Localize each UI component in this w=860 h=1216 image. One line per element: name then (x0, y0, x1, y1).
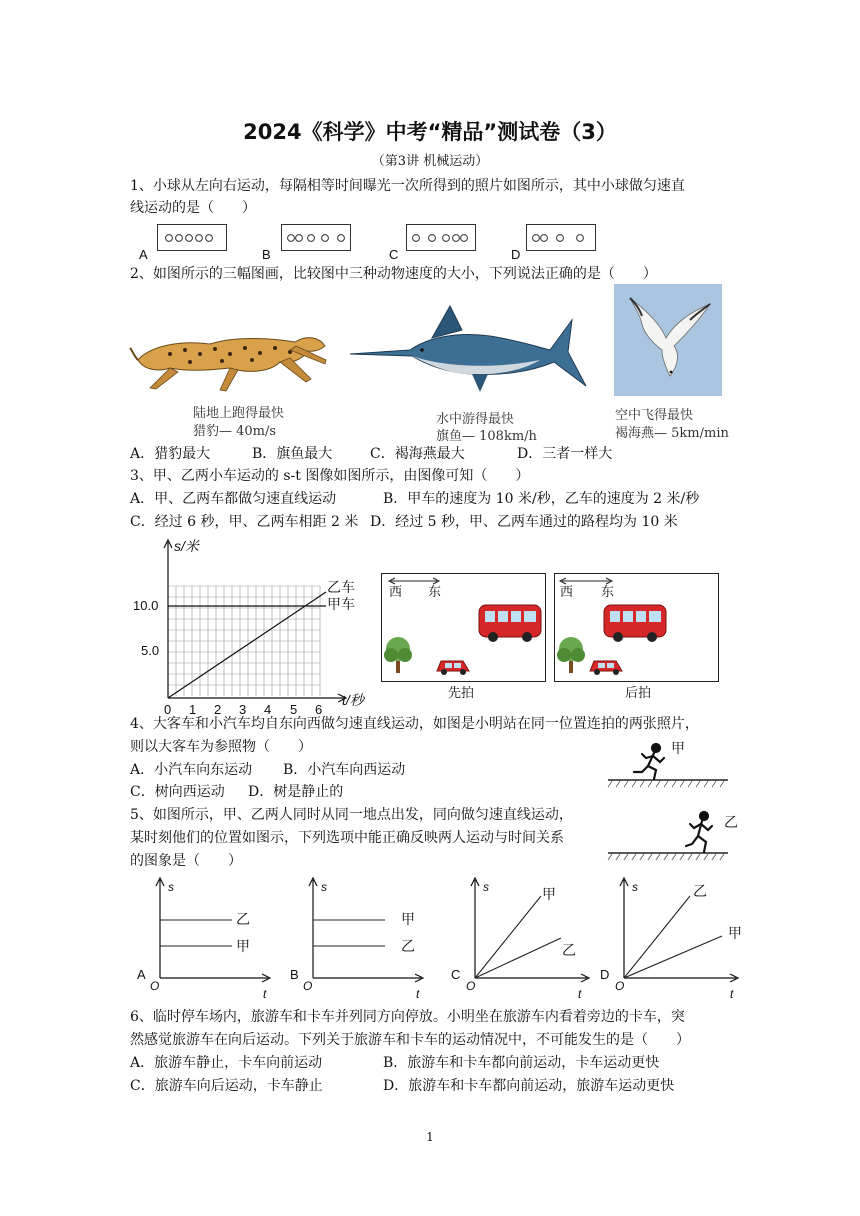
q5-graph-d-s: s (632, 880, 638, 894)
photo2-west-label: 西 (560, 585, 574, 600)
st-y-axis-label: s/米 (174, 538, 199, 554)
q5-graph-a-t: t (263, 987, 267, 1001)
q5-graph-a-letter: A (137, 967, 146, 982)
runners-figure (606, 738, 730, 860)
q3-option-d: D．经过 5 秒，甲、乙两车通过的路程均为 10 米 (370, 514, 678, 530)
photo1-east-label: 东 (428, 585, 442, 600)
q3-option-b: B．甲车的速度为 10 米/秒，乙车的速度为 2 米/秒 (383, 491, 700, 507)
q5-line1: 5、如图所示，甲、乙两人同时从同一地点出发，同向做匀速直线运动， (130, 807, 573, 823)
q1-photo-d (526, 224, 596, 251)
st-xtick-4: 4 (264, 702, 272, 717)
q5-graph-b-o: O (303, 979, 313, 993)
q5-graph-a-upper-label: 乙 (236, 912, 250, 928)
q5-graph-d-letter: D (600, 967, 610, 982)
q4-line1: 4、大客车和小汽车均自东向西做匀速直线运动，如图是小明站在同一位置连拍的两张照片， (130, 716, 699, 732)
q1-label-b: B (262, 247, 271, 262)
q5-graph-b-upper-label: 甲 (401, 912, 415, 928)
q6-option-a: A．旅游车静止，卡车向前运动 (130, 1055, 323, 1071)
q4-line2: 则以大客车为参照物（ ） (130, 739, 312, 755)
cheetah-caption-1: 陆地上跑得最快 (193, 406, 285, 421)
st-legend-jia: 甲车 (327, 597, 355, 613)
marlin-image (350, 300, 590, 390)
runner-yi-label: 乙 (724, 815, 738, 831)
q4-option-b: B．小汽车向西运动 (283, 762, 406, 778)
q3-option-a: A．甲、乙两车都做匀速直线运动 (130, 491, 337, 507)
q1-label-a: A (139, 247, 148, 262)
q2-option-c: C．褐海燕最大 (370, 446, 465, 462)
q5-graph-c-upper-label: 甲 (542, 887, 556, 903)
runner-jia-label: 甲 (671, 741, 685, 757)
q6-line2: 然感觉旅游车在向后运动。下列关于旅游车和卡车的运动情况中，不可能发生的是（ ） (130, 1032, 690, 1048)
page-subtitle: （第3讲 机械运动） (371, 154, 489, 169)
q1-line1: 1、小球从左向右运动，每隔相等时间曝光一次所得到的照片如图所示，其中小球做匀速直 (130, 178, 685, 194)
marlin-caption-2: 旗鱼— 108km/h (436, 429, 537, 444)
st-xtick-0: 0 (164, 702, 172, 717)
q3-option-c: C．经过 6 秒，甲、乙两车相距 2 米 (130, 514, 359, 530)
q6-option-c: C．旅游车向后运动，卡车静止 (130, 1078, 323, 1094)
q5-graph-c-t: t (578, 987, 582, 1001)
cheetah-image (130, 316, 330, 396)
marlin-caption-1: 水中游得最快 (436, 412, 515, 427)
q5-graph-a-s: s (168, 880, 174, 894)
q5-graph-d-lower-label: 甲 (728, 926, 742, 942)
q5-graph-b-t: t (416, 987, 420, 1001)
q4-option-a: A．小汽车向东运动 (130, 762, 253, 778)
st-legend-yi: 乙车 (327, 580, 355, 596)
q4-option-d: D．树是静止的 (248, 784, 344, 800)
photo1-west-label: 西 (389, 585, 403, 600)
q6-line1: 6、临时停车场内，旅游车和卡车并列同方向停放。小明坐在旅游车内看着旁边的卡车，突 (130, 1009, 685, 1025)
st-xtick-1: 1 (189, 702, 197, 717)
st-xtick-6: 6 (315, 702, 323, 717)
q2-line1: 2、如图所示的三幅图画，比较图中三种动物速度的大小，下列说法正确的是（ ） (130, 266, 657, 282)
swallow-image (614, 284, 722, 396)
cheetah-caption-2: 猎豹— 40m/s (193, 424, 277, 439)
q5-line2: 某时刻他们的位置如图示，下列选项中能正确反映两人运动与时间关系 (130, 830, 564, 846)
q1-label-d: D (511, 247, 521, 262)
q5-graph-b-letter: B (290, 967, 299, 982)
st-x-axis-label: t/秒 (342, 692, 364, 708)
q6-option-b: B．旅游车和卡车都向前运动，卡车运动更快 (383, 1055, 660, 1071)
q5-graph-c-lower-label: 乙 (562, 943, 576, 959)
q5-graph-b-s: s (321, 880, 327, 894)
q5-graph-c-s: s (483, 880, 489, 894)
q1-photo-b (281, 224, 351, 251)
q6-option-d: D．旅游车和卡车都向前运动，旅游车运动更快 (383, 1078, 675, 1094)
photo-second (554, 573, 719, 682)
q5-graph-c-o: O (466, 979, 476, 993)
q5-graph-d-t: t (730, 987, 734, 1001)
q5-graph-d-upper-label: 乙 (693, 884, 707, 900)
q1-photo-c (406, 224, 476, 251)
photo2-caption: 后拍 (625, 686, 652, 701)
page-number: 1 (426, 1130, 434, 1144)
q5-graph-c-letter: C (451, 967, 461, 982)
st-graph (126, 534, 376, 720)
st-xtick-2: 2 (214, 702, 222, 717)
q3-line1: 3、甲、乙两小车运动的 s-t 图像如图所示，由图像可知（ ） (130, 468, 530, 484)
photo2-east-label: 东 (601, 585, 615, 600)
q5-graph-a-lower-label: 甲 (236, 939, 250, 955)
q5-line3: 的图象是（ ） (130, 853, 242, 869)
q2-option-a: A．猎豹最大 (130, 446, 211, 462)
q5-graph-d-o: O (615, 979, 625, 993)
photo-first (381, 573, 546, 682)
q5-graph-b-lower-label: 乙 (401, 939, 415, 955)
q1-line2: 线运动的是（ ） (130, 200, 256, 216)
swallow-caption-1: 空中飞得最快 (615, 408, 694, 423)
q5-graph-a-o: O (150, 979, 160, 993)
st-xtick-3: 3 (239, 702, 247, 717)
photo1-caption: 先拍 (448, 686, 475, 701)
q4-option-c: C．树向西运动 (130, 784, 225, 800)
st-tick-10: 10.0 (133, 598, 159, 613)
q2-option-d: D．三者一样大 (517, 446, 613, 462)
q1-photo-a (157, 224, 227, 251)
page-title: 2024《科学》中考“精品”测试卷（3） (243, 120, 617, 144)
q1-label-c: C (389, 247, 399, 262)
st-tick-5: 5.0 (141, 643, 160, 658)
q2-option-b: B．旗鱼最大 (252, 446, 333, 462)
swallow-caption-2: 褐海燕— 5km/min (615, 426, 729, 441)
st-xtick-5: 5 (290, 702, 298, 717)
